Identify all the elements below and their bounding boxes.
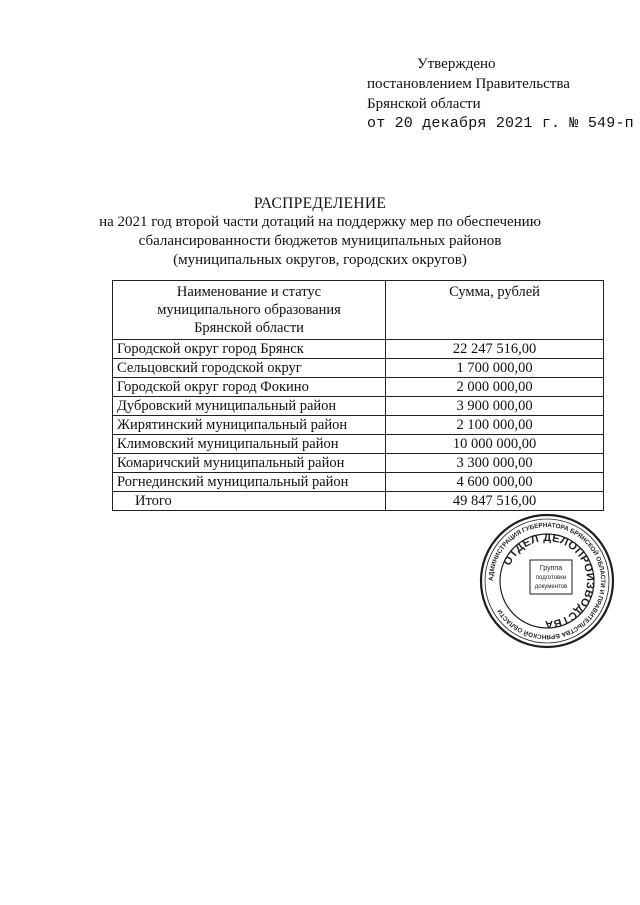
- row-name-cell: Городской округ город Брянск: [113, 340, 386, 359]
- stamp-box-line-1: Группа: [539, 565, 563, 572]
- header-sum-cell: Сумма, рублей: [386, 281, 604, 340]
- row-sum-cell: 22 247 516,00: [386, 340, 604, 359]
- table-total-row: [113, 492, 604, 511]
- row-sum-cell: 10 000 000,00: [386, 435, 604, 454]
- stamp-department-text: ОТДЕЛ ДЕЛОПРОИЗВОДСТВА: [501, 531, 597, 631]
- approval-line-region: Брянской области: [367, 96, 481, 112]
- row-sum-cell: 4 600 000,00: [386, 473, 604, 492]
- row-name-cell: Рогнединский муниципальный район: [113, 473, 386, 492]
- header-name-line-1: Наименование и статус: [176, 284, 322, 300]
- table-row: [113, 378, 604, 397]
- official-stamp: [478, 512, 616, 650]
- row-name-cell: Дубровский муниципальный район: [113, 397, 386, 416]
- header-name-line-3: Брянской области: [194, 320, 304, 336]
- stamp-ring-text: АДМИНИСТРАЦИЯ ГУБЕРНАТОРА БРЯНСКОЙ ОБЛАСТИ И ПРАВИТЕЛЬСТВА БРЯНСКОЙ ОБЛАСТИ: [487, 521, 607, 641]
- table-row: [113, 397, 604, 416]
- row-sum-cell: 2 000 000,00: [386, 378, 604, 397]
- document-subtitle-line-1: на 2021 год второй части дотаций на поддержку мер по обеспечению: [99, 214, 541, 230]
- approval-line-approved: Утверждено: [417, 56, 496, 72]
- document-subtitle-line-2: сбалансированности бюджетов муниципальных районов: [138, 233, 502, 249]
- document-title-block: [0, 194, 640, 270]
- row-name-cell: Сельцовский городской округ: [113, 359, 386, 378]
- document-heading: РАСПРЕДЕЛЕНИЕ: [253, 195, 387, 212]
- stamp-box-line-3: документов: [534, 584, 568, 590]
- header-name-cell: [113, 281, 386, 340]
- approval-line-date-number: от 20 декабря 2021 г. № 549-п: [367, 115, 634, 132]
- table-header-row: [113, 281, 604, 340]
- row-name-cell: Климовский муниципальный район: [113, 435, 386, 454]
- total-sum-cell: 49 847 516,00: [386, 492, 604, 511]
- table-row: [113, 416, 604, 435]
- approval-line-resolution: постановлением Правительства: [367, 76, 570, 92]
- table-row: [113, 340, 604, 359]
- row-sum-cell: 3 300 000,00: [386, 454, 604, 473]
- distribution-table: [112, 280, 604, 511]
- approval-block: [367, 54, 634, 134]
- row-name-cell: Комаричский муниципальный район: [113, 454, 386, 473]
- table-row: [113, 359, 604, 378]
- stamp-box-line-2: подготовки: [535, 575, 567, 581]
- row-name-cell: Жирятинский муниципальный район: [113, 416, 386, 435]
- row-sum-cell: 2 100 000,00: [386, 416, 604, 435]
- table-row: [113, 435, 604, 454]
- table-row: [113, 454, 604, 473]
- document-subtitle-line-3: (муниципальных округов, городских округов): [173, 252, 467, 268]
- row-name-cell: Городской округ город Фокино: [113, 378, 386, 397]
- total-label-cell: Итого: [113, 492, 386, 511]
- row-sum-cell: 3 900 000,00: [386, 397, 604, 416]
- header-name-line-2: муниципального образования: [157, 302, 341, 318]
- row-sum-cell: 1 700 000,00: [386, 359, 604, 378]
- table-row: [113, 473, 604, 492]
